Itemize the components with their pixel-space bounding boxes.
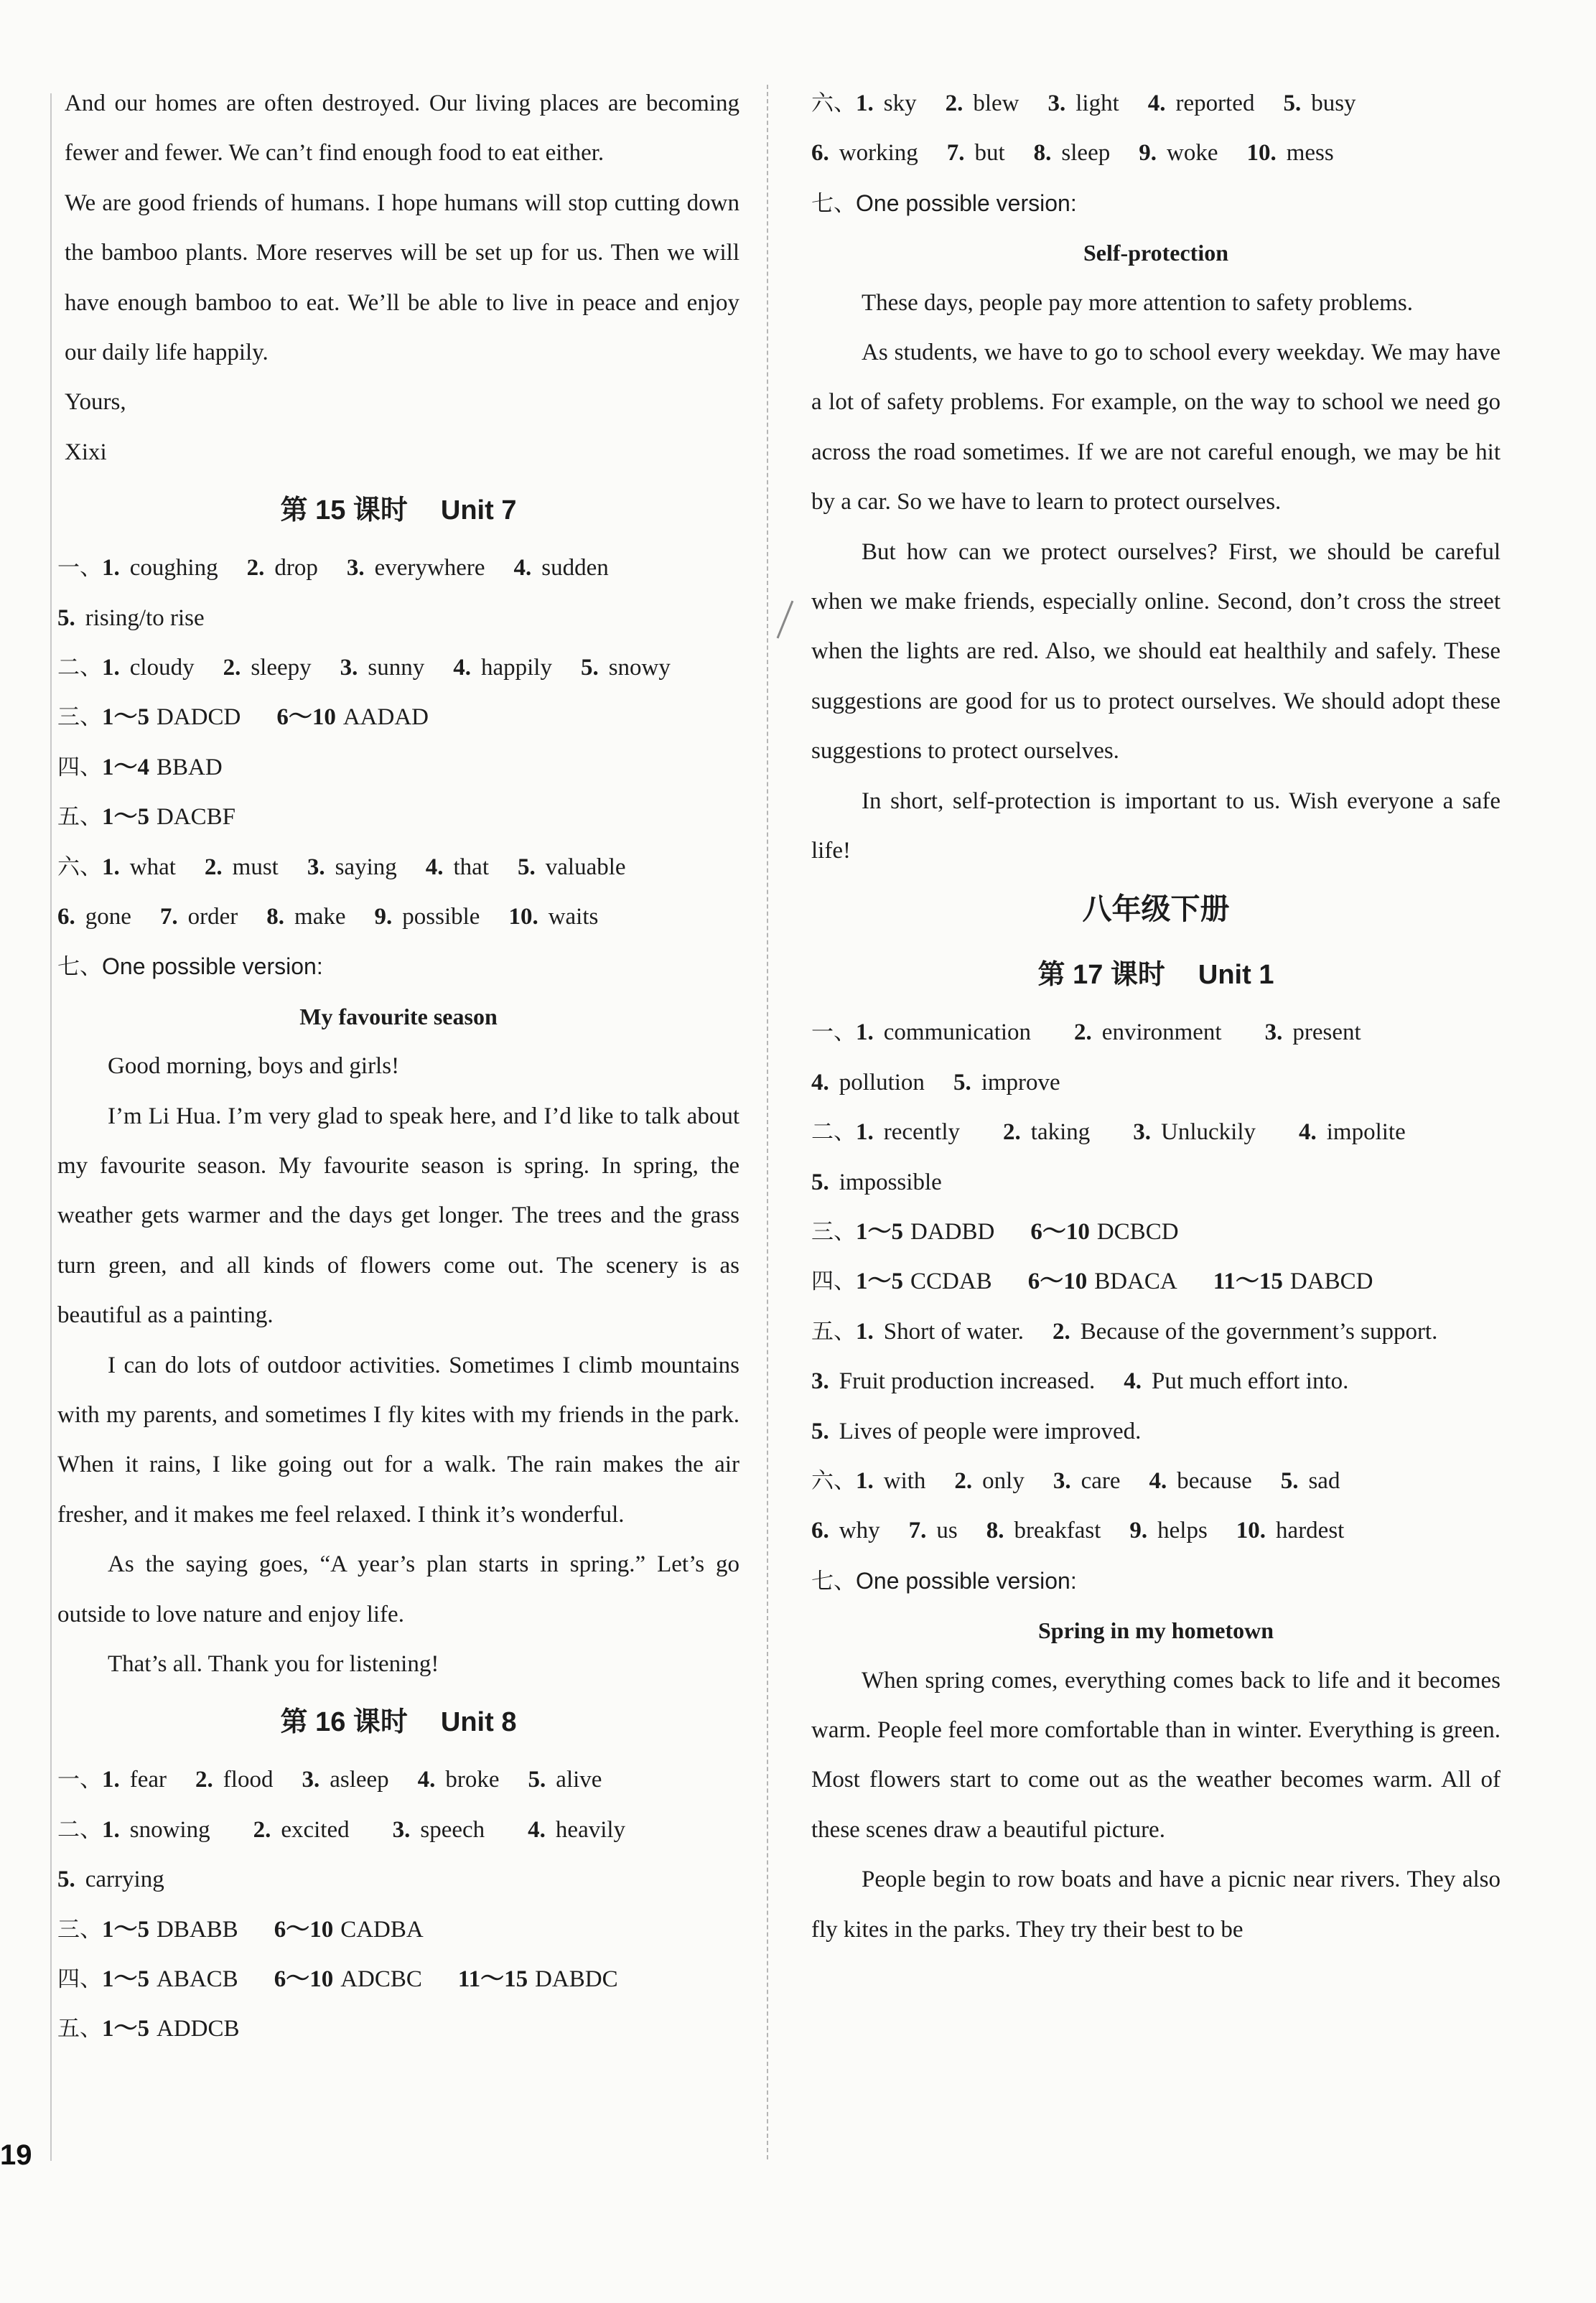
stray-mark — [777, 600, 794, 638]
s15-part-1: 一、1. coughing 2. drop 3. everywhere 4. sudden — [57, 555, 609, 581]
answer-item: Because of the government’s support. — [1080, 1318, 1438, 1345]
range-label: 11～15 — [457, 1966, 528, 1992]
answer-group: DABDC — [535, 1966, 618, 1992]
answer-item: flood — [223, 1767, 274, 1793]
answer-item: asleep — [330, 1767, 389, 1793]
answer-item: mess — [1286, 140, 1334, 167]
answer-item: because — [1177, 1467, 1252, 1494]
essay-16-title: Self-protection — [1083, 240, 1229, 266]
answer-item: reported — [1175, 90, 1255, 116]
s16-part-2-cont: 5. carrying — [57, 1867, 164, 1893]
s17-part-1-cont: 4. pollution 5. improve — [811, 1069, 1060, 1096]
section-label: 三、 — [811, 1219, 856, 1245]
answer-item: present — [1292, 1019, 1361, 1046]
range-label: 1～5 — [102, 1966, 149, 1992]
s17-part-2: 二、1. recently 2. taking 3. Unluckily 4. impolite — [811, 1119, 1406, 1146]
answer-item: sudden — [541, 555, 609, 581]
possible-version-label: One possible version: — [856, 190, 1077, 216]
answer-group: AADAD — [342, 704, 429, 731]
answer-group: CCDAB — [910, 1269, 992, 1295]
answer-group: BBAD — [157, 754, 223, 780]
section-label: 五、 — [57, 804, 102, 831]
range-label: 1～5 — [102, 804, 149, 831]
section-label: 四、 — [57, 1966, 102, 1992]
answer-item: what — [129, 854, 176, 880]
answer-item: taking — [1030, 1119, 1091, 1146]
answer-item: pollution — [839, 1069, 925, 1096]
answer-item: saying — [335, 854, 397, 880]
answer-item: only — [982, 1467, 1025, 1494]
answer-item: fear — [129, 1767, 167, 1793]
answer-item: sky — [883, 90, 917, 116]
s15-part-7 — [57, 942, 739, 991]
answer-item: happily — [480, 655, 552, 681]
section-label: 一、 — [811, 1019, 856, 1046]
answer-item: alive — [556, 1767, 602, 1793]
answer-item: busy — [1311, 90, 1356, 116]
s15-part-4 — [57, 743, 739, 793]
range-label: 1～5 — [102, 704, 149, 731]
answer-item: that — [453, 854, 489, 880]
answer-item: broke — [445, 1767, 500, 1793]
lesson-17-heading — [811, 942, 1501, 1008]
possible-version-label: One possible version: — [856, 1567, 1077, 1594]
essay-15-title: My favourite season — [299, 1003, 498, 1029]
lesson-17-title: 第 17 课时 — [1037, 960, 1165, 991]
s15-part-1-cont: 5. rising/to rise — [57, 604, 205, 631]
answer-item: Put much effort into. — [1152, 1368, 1349, 1395]
section-label: 四、 — [57, 754, 102, 780]
s17-part-3 — [811, 1207, 1501, 1257]
section-label: 四、 — [811, 1269, 856, 1295]
section-label: 五、 — [57, 2016, 102, 2042]
answer-item: coughing — [129, 555, 218, 581]
answer-item: snowy — [608, 655, 671, 681]
answer-group: DCBCD — [1096, 1219, 1179, 1245]
s15-part-6: 六、1. what 2. must 3. saying 4. that 5. valuable — [57, 854, 626, 880]
section-label: 六、 — [811, 1467, 856, 1494]
section-label: 三、 — [57, 704, 102, 731]
answer-item: care — [1081, 1467, 1121, 1494]
lesson-15-unit: Unit 7 — [440, 495, 517, 526]
answer-item: impossible — [839, 1169, 942, 1195]
left-column — [57, 79, 739, 2055]
answer-item: environment — [1101, 1019, 1222, 1046]
answer-item: sad — [1308, 1467, 1340, 1494]
answer-item: drop — [274, 555, 318, 581]
answer-group: ABACB — [157, 1966, 238, 1992]
section-label: 六、 — [57, 854, 102, 880]
section-label: 二、 — [57, 1816, 102, 1843]
s17-part-5-cont2: 5. Lives of people were improved. — [811, 1418, 1142, 1444]
lesson-16-heading — [57, 1689, 739, 1755]
letter-paragraph-1: And our homes are often destroyed. Our living places are becoming fewer and fewer. We can’t find enough food to eat either. — [65, 90, 739, 167]
s17-part-6: 六、1. with 2. only 3. care 4. because 5. sad — [811, 1467, 1340, 1494]
range-label: 6～10 — [276, 704, 336, 731]
answer-item: must — [232, 854, 279, 880]
range-label: 1～5 — [102, 2016, 149, 2042]
section-label: 七、 — [811, 190, 856, 217]
section-label: 二、 — [811, 1119, 856, 1146]
section-label: 五、 — [811, 1318, 856, 1345]
essay-16-paragraph-2: As students, we have to go to school every weekday. We may have a lot of safety problems. For example, on the way to school we need go across the road sometimes. If we are not careful enough, we may be hit by a car. So we have to learn to protect ourselves. — [811, 339, 1501, 515]
answer-item: woke — [1166, 140, 1218, 167]
s16-part-7 — [811, 179, 1501, 228]
s15-part-2: 二、1. cloudy 2. sleepy 3. sunny 4. happily 5. snowy — [57, 655, 671, 681]
answer-group: DADCD — [157, 704, 241, 731]
s15-part-3 — [57, 693, 739, 742]
answer-item: helps — [1157, 1518, 1208, 1544]
answer-item: sunny — [368, 655, 425, 681]
s16-part-6: 六、1. sky 2. blew 3. light 4. reported 5. busy — [811, 90, 1356, 116]
answer-item: speech — [420, 1816, 485, 1843]
answer-item: working — [839, 140, 918, 167]
section-label: 二、 — [57, 655, 102, 681]
essay-17-paragraph-1: When spring comes, everything comes back to life and it becomes warm. People feel more comfortable than in winter. Everything is green. Most flowers start to come out as the weather becomes warm. All of these scenes draw a beautiful picture. — [811, 1667, 1501, 1843]
s15-part-5 — [57, 793, 739, 842]
range-label: 1～5 — [856, 1219, 903, 1245]
answer-item: with — [883, 1467, 926, 1494]
essay-16-paragraph-4: In short, self-protection is important to us. Wish everyone a safe life! — [811, 788, 1501, 864]
answer-item: excited — [281, 1816, 350, 1843]
answer-item: blew — [973, 90, 1019, 116]
answer-item: Fruit production increased. — [839, 1368, 1096, 1395]
essay-15-paragraph-5: That’s all. Thank you for listening! — [108, 1651, 439, 1677]
letter-signature: Xixi — [65, 439, 107, 465]
essay-15-paragraph-2: I’m Li Hua. I’m very glad to speak here, and I’d like to talk about my favourite season. My favourite season is spring. In spring, the weather gets warmer and the days get longer. The trees and the grass turn green, and all kinds of flowers come out. The scenery is as beautiful as a painting. — [57, 1103, 739, 1329]
lesson-16-unit: Unit 8 — [440, 1707, 517, 1738]
s16-part-6-cont: 6. working 7. but 8. sleep 9. woke 10. mess — [811, 140, 1334, 167]
answer-item: communication — [883, 1019, 1032, 1046]
answer-group: DABCD — [1289, 1269, 1373, 1295]
section-label: 七、 — [57, 954, 102, 981]
essay-16-paragraph-3: But how can we protect ourselves? First, we should be careful when we make friends, especially online. Second, don’t cross the street when the lights are red. Also, we should eat healthily and safely. These suggestions are good for us to protect ourselves. We should adopt these suggestions to protect ourselves. — [811, 538, 1501, 765]
s16-part-2: 二、1. snowing 2. excited 3. speech 4. heavily — [57, 1816, 626, 1843]
section-label: 一、 — [57, 1767, 102, 1793]
section-label: 七、 — [811, 1568, 856, 1594]
answer-item: valuable — [545, 854, 626, 880]
essay-17-title: Spring in my hometown — [1037, 1617, 1274, 1644]
possible-version-label: One possible version: — [102, 953, 323, 980]
s16-part-3 — [57, 1905, 739, 1955]
answer-item: improve — [981, 1069, 1060, 1096]
answer-item: Short of water. — [883, 1318, 1024, 1345]
answer-item: breakfast — [1014, 1518, 1101, 1544]
range-label: 6～10 — [274, 1916, 334, 1943]
answer-item: but — [974, 140, 1005, 167]
s17-part-5-cont: 3. Fruit production increased. 4. Put much effort into. — [811, 1368, 1349, 1395]
left-margin-rule — [50, 93, 52, 2161]
s17-part-7 — [811, 1556, 1501, 1606]
answer-item: carrying — [85, 1867, 164, 1893]
answer-item: us — [936, 1518, 958, 1544]
range-label: 6～10 — [1030, 1219, 1090, 1245]
s17-part-4 — [811, 1257, 1501, 1307]
answer-item: Lives of people were improved. — [839, 1418, 1142, 1444]
answer-item: hardest — [1276, 1518, 1345, 1544]
section-label: 六、 — [811, 90, 856, 116]
answer-item: gone — [85, 903, 131, 930]
lesson-15-heading — [57, 477, 739, 543]
s17-part-1: 一、1. communication 2. environment 3. present — [811, 1019, 1361, 1046]
column-divider — [767, 85, 768, 2159]
section-label: 三、 — [57, 1916, 102, 1943]
answer-group: ADDCB — [157, 2016, 240, 2042]
answer-group: BDACA — [1094, 1269, 1177, 1295]
answer-group: DACBF — [157, 804, 236, 831]
answer-item: light — [1075, 90, 1119, 116]
answer-item: cloudy — [129, 655, 195, 681]
range-label: 1～4 — [102, 754, 149, 780]
answer-item: impolite — [1326, 1119, 1406, 1146]
range-label: 6～10 — [1027, 1269, 1088, 1295]
s17-part-6-cont: 6. why 7. us 8. breakfast 9. helps 10. hardest — [811, 1518, 1345, 1544]
essay-15-paragraph-4: As the saying goes, “A year’s plan starts in spring.” Let’s go outside to love nature and enjoy life. — [57, 1551, 739, 1627]
answer-item: waits — [548, 903, 599, 930]
answer-item: recently — [883, 1119, 961, 1146]
answer-group: ADCBC — [340, 1966, 422, 1992]
range-label: 11～15 — [1213, 1269, 1283, 1295]
answer-item: make — [294, 903, 346, 930]
lesson-16-title: 第 16 课时 — [280, 1707, 408, 1738]
grade-title: 八年级下册 — [1082, 892, 1230, 927]
range-label: 1～5 — [856, 1269, 903, 1295]
answer-item: sleepy — [251, 655, 312, 681]
range-label: 1～5 — [102, 1916, 149, 1943]
lesson-17-unit: Unit 1 — [1198, 960, 1274, 991]
essay-15-paragraph-1: Good morning, boys and girls! — [108, 1053, 400, 1080]
answer-item: why — [839, 1518, 880, 1544]
s16-part-1: 一、1. fear 2. flood 3. asleep 4. broke 5. alive — [57, 1767, 602, 1793]
section-label: 一、 — [57, 555, 102, 581]
answer-group: DADBD — [910, 1219, 995, 1245]
answer-item: possible — [402, 903, 480, 930]
s17-part-2-cont: 5. impossible — [811, 1169, 942, 1195]
page-number: 19 — [0, 2139, 32, 2171]
essay-15-paragraph-3: I can do lots of outdoor activities. Sometimes I climb mountains with my parents, and sometimes I fly kites with my friends in the park. When it rains, I like going out for a walk. The rain makes the air fresher, and it makes me feel relaxed. I think it’s wonderful. — [57, 1352, 739, 1528]
range-label: 6～10 — [274, 1966, 334, 1992]
letter-closing: Yours, — [65, 389, 126, 416]
s16-part-4 — [57, 1955, 739, 2004]
answer-item: everywhere — [374, 555, 485, 581]
right-column — [811, 79, 1501, 1955]
answer-item: snowing — [129, 1816, 210, 1843]
essay-16-paragraph-1: These days, people pay more attention to safety problems. — [862, 289, 1413, 316]
s15-part-6-cont: 6. gone 7. order 8. make 9. possible 10. waits — [57, 903, 599, 930]
s17-part-5: 五、1. Short of water. 2. Because of the government’s support. — [811, 1318, 1438, 1345]
answer-group: CADBA — [340, 1916, 424, 1943]
answer-item: order — [187, 903, 238, 930]
letter-paragraph-2: We are good friends of humans. I hope humans will stop cutting down the bamboo plants. More reserves will be set up for us. Then we will have enough bamboo to eat. We’ll be able to live in peace and enjoy our daily life happily. — [65, 190, 739, 366]
lesson-15-title: 第 15 课时 — [280, 495, 408, 526]
s16-part-5 — [57, 2004, 739, 2054]
answer-item: rising/to rise — [85, 604, 205, 631]
answer-item: Unluckily — [1161, 1119, 1256, 1146]
answer-item: sleep — [1061, 140, 1111, 167]
essay-17-paragraph-2: People begin to row boats and have a picnic near rivers. They also fly kites in the parks. They try their best to be — [811, 1867, 1501, 1943]
answer-group: DBABB — [157, 1916, 238, 1943]
answer-item: heavily — [555, 1816, 626, 1843]
